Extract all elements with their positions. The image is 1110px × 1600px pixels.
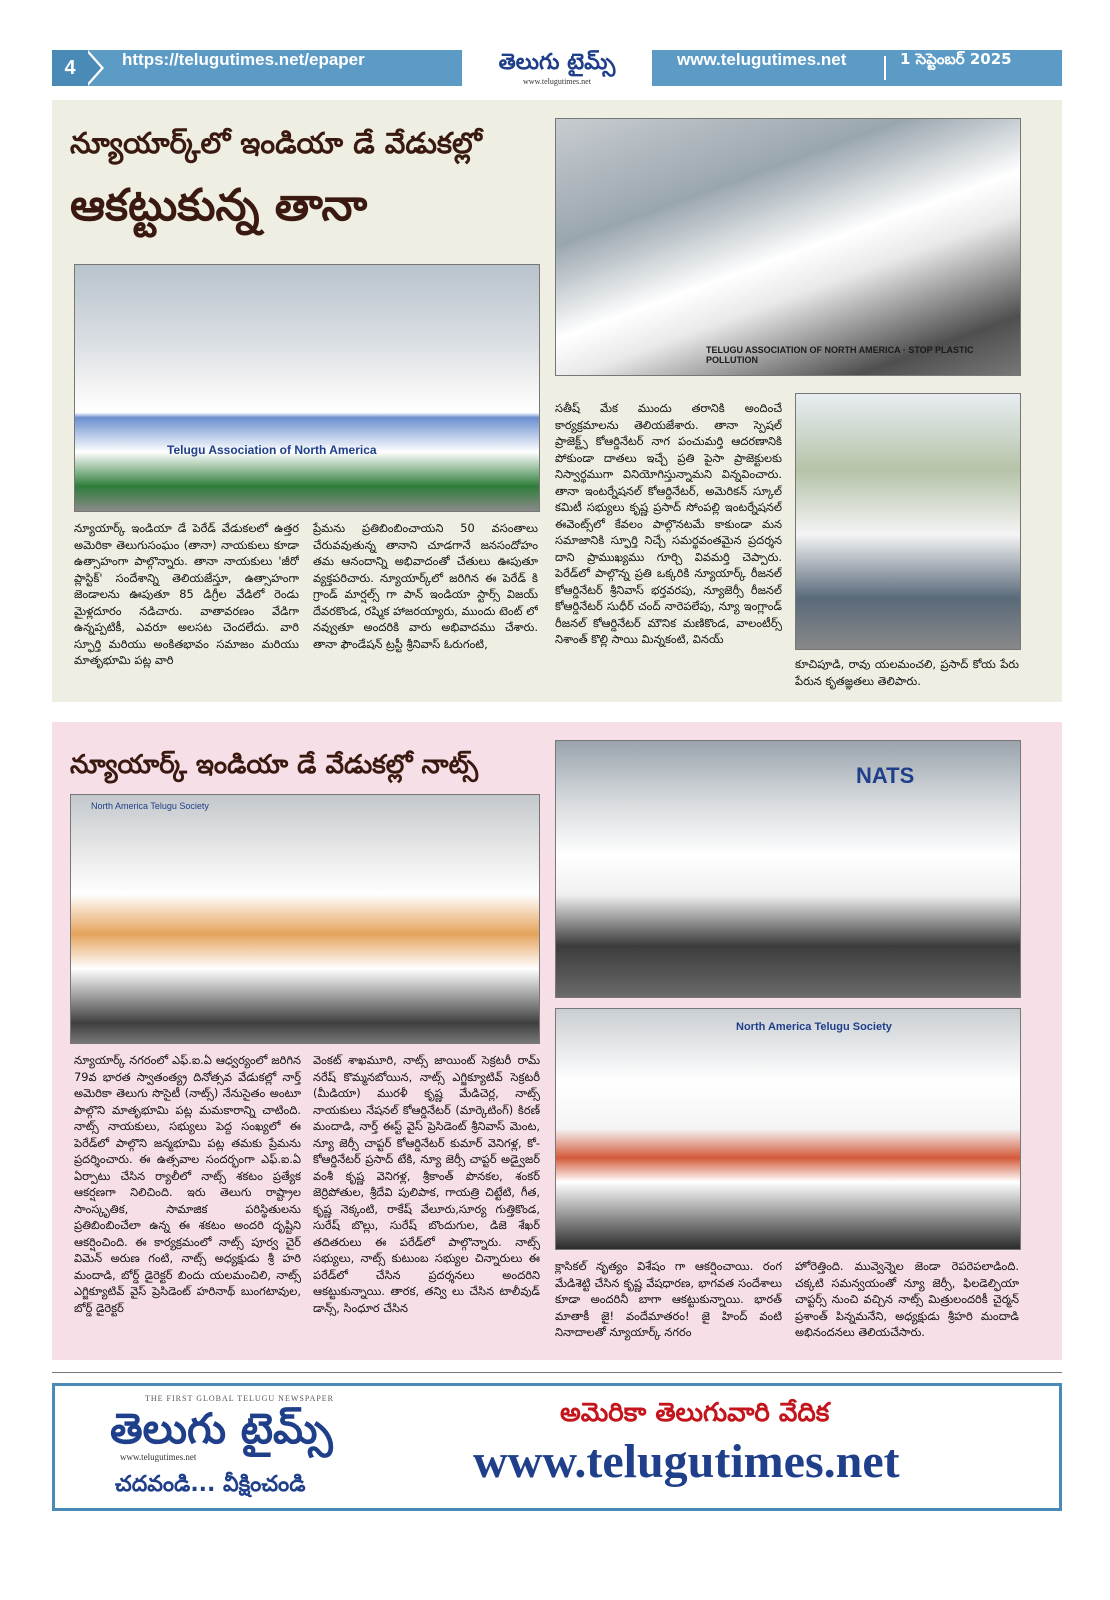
photo-nats-group	[70, 794, 540, 1044]
article-body: సతీష్ మేక ముందు తరానికి అందించే కార్యక్రమాలను తెలియజేశారు. తానా స్పెషల్ ప్రాజెక్ట్స్ కోఆర్డినేటర్ నాగ పంచుమర్తి ఆదరణానికి పోకుండా దాతలు ఇచ్చే ప్రతి పైసా ప్రాజెక్టులకు నిస్వార్థముగా వినియోగిస్తున్నామని విన్నవించారు. తానా ఇంటర్నేషనల్ కోఆర్డినేటర్, అమెరికన్ స్కూల్ కమిటీ సభ్యులు కృష్ణ ప్రసాద్ సోంపల్లి ఇంటర్నేషనల్ ఈవెంట్స్‌లో కేవలం పాల్గొనటమే కాకుండా మన సమాజానికి స్ఫూర్తి నిచ్చే సమర్థవంతమైన ప్రదర్శన దాని ప్రాముఖ్యము గూర్చి వివమర్తి చెప్పారు. పెరేడ్‌లో పాల్గొన్న ప్రతి ఒక్కరికి న్యూయార్క్ రీజనల్ కోఆర్డినేటర్ శ్రీనివాస్ భర్తవరపు, న్యూజెర్సీ రీజనల్ కోఆర్డినేటర్ సుధీర్ చంద్ నారెపలేపు, న్యూ ఇంగ్లాండ్ రీజనల్ కోఆర్డినేటర్ మౌనిక మణికొండ, వాలంటీర్స్ నిశాంత్ కొల్లి సాయి మిన్నకంటి, వినయ్	[555, 401, 782, 646]
issue-date: 1 సెప్టెంబర్ 2025	[900, 50, 1012, 68]
article-column-3	[555, 400, 782, 690]
page-header	[52, 50, 1062, 86]
footer-logo: తెలుగు టైమ్స్	[110, 1404, 333, 1453]
article-body: వెంకట్ శాఖమూరి, నాట్స్ జాయింట్ సెక్రటరీ రామ్ నరేష్ కొమ్మనబోయిన, నాట్స్ ఎగ్జిక్యూటివ్ సెక్రటరీ (మీడియా) మురళీ కృష్ణ మేడిచెర్ల, నాట్స్ నాయకులు నేషనల్ కోఆర్డినేటర్ (మార్కెటింగ్) కిరణ్ మందాడి, నార్త్ ఈస్ట్ వైస్ ప్రెసిడెంట్ శ్రీనివాస్ మెంట, న్యూ జెర్సీ చాప్టర్ కోఆర్డినేటర్ కుమార్ వెనిగళ్ల, కో- కోఆర్డినేటర్ ప్రసాద్ టేకి, న్యూ జెర్సీ చాప్టర్ అడ్వైజర్ వంశీ కృష్ణ వెనిగళ్ల, శ్రీకాంత్ పొనకల, శంకర్ జెర్రిపోతుల, శ్రీదేవి పులిపాక, గాయత్రి చిట్టేటి, గీత, కృష్ణ నెక్కంటి, రాకేష్ వేలూరు,సూర్య గుత్తికొండ, సురేష్ బొల్లు, సురేష్ బొందుగుల, డిజె శేఖర్ తదితరులు ఈ పరేడ్‌లో పాల్గొన్నారు. నాట్స్ సభ్యులు, నాట్స్ కుటుంబ సభ్యుల చిన్నారులు ఈ పరేడ్‌లో చేసిన ప్రదర్శనలు అందరిని ఆకట్టుకున్నాయి. తారక, తన్వి లు చేసిన టాలీవుడ్ డాన్స్, సింధూర చేసిన	[313, 1053, 540, 1315]
article-headline: న్యూయార్క్ ఇండియా డే వేడుకల్లో నాట్స్	[70, 750, 479, 780]
article-body: న్యూయార్క్ నగరంలో ఎఫ్.ఐ.ఏ ఆధ్వర్యంలో జరిగిన 79వ భారత స్వాతంత్య్ర దినోత్సవ వేడుకల్లో నార్త్ అమెరికా తెలుగు సొసైటీ (నాట్స్) నేనుసైతం అంటూ పాల్గొని మాతృభూమి పట్ల మమకారాన్ని చాటింది. నాట్స్ నాయకులు, సభ్యులు పెద్ద సంఖ్యలో ఈ పెరేడ్‌లో పాల్గొని జన్మభూమి పట్ల తమకు ప్రేమను ప్రదర్శించారు. ఈ ఉత్సవాల సందర్భంగా ఎఫ్.ఐ.ఏ ఏర్పాటు చేసిన ర్యాలీలో నాట్స్ శకటం ప్రత్యేక ఆకర్షణగా నిలిచింది. ఇరు తెలుగు రాష్ట్రాల సాంస్కృతిక, సామాజిక పరిస్థితులను ప్రతిబింబించేలా ఉన్న ఈ శకటం అందరి దృష్టిని ఆకర్షించింది. ఈ కార్యక్రమంలో నాట్స్ పూర్వ చైర్ విమెన్ అరుణ గంటి, నాట్స్ అధ్యక్షుడు శ్రీ హరి మందాడి, బోర్డ్ డైరెక్టర్ బిందు యలమంచిలి, నాట్స్ ఎగ్జిక్యూటివ్ వైస్ ప్రెసిడెంట్ హరినాథ్ బుంగటావుల, బోర్డ్ డైరెక్టర్	[74, 1053, 301, 1315]
photo-banner-text: North America Telugu Society	[91, 801, 209, 811]
article-headline-line1: న్యూయార్క్‌లో ఇండియా డే వేడుకల్లో	[70, 126, 482, 160]
photo-banner-text: NATS	[856, 763, 915, 788]
article-column-4	[795, 1258, 1019, 1354]
article-body: హోరెత్తింది. మువ్వెన్నెల జెండా రెపరెపలాడింది. చక్కటి సమన్వయంతో న్యూ జెర్సీ, ఫిలడెల్ఫియా చాప్టర్స్ నుంచి వచ్చిన నాట్స్ మిత్రులందరికీ చైర్మన్ ప్రశాంత్ పిన్నమనేని, అధ్యక్షుడు శ్రీహరి మందాడి అభినందనలు తెలియచేసారు.	[795, 1259, 1019, 1339]
article-body: న్యూయార్క్ ఇండియా డే పెరేడ్ వేడుకలలో ఉత్తర అమెరికా తెలుగుసంఘం (తానా) నాయకులు కూడా ఉత్సాహంగా పాల్గొన్నారు. తానా నాయకులు 'జీరో ప్లాస్టిక్' సందేశాన్ని తెలియజేస్తూ, ఉత్సాహంగా జెండాలను ఊపుతూ 85 డిగ్రీల వేడిలో రెండు మైళ్లదూరం నడిచారు. వాతావరణం వేడిగా ఉన్నప్పటికీ, ఎవరూ అలసట చెందలేదు. వారి స్ఫూర్తి మరియు అంకితభావం సమాజం మరియు మాతృభూమి పట్ల వారి	[74, 521, 299, 667]
article-tana	[52, 100, 1062, 702]
page-number: 4	[52, 50, 88, 86]
photo-banner-text: North America Telugu Society	[736, 1021, 892, 1033]
footer-advertisement	[52, 1383, 1062, 1511]
footer-read-watch: చదవండి... వీక్షించండి	[115, 1472, 306, 1497]
photo-banner-text: Telugu Association of North America	[167, 443, 377, 457]
photo-nats-marchers	[555, 740, 1021, 998]
logo-text: తెలుగు టైమ్స్	[498, 50, 616, 75]
article-column-2	[313, 1052, 540, 1354]
footer-divider	[52, 1372, 1062, 1373]
article-body: క్లాసికల్ నృత్యం విశేషం గా ఆకర్షించాయి. రంగ మేడిశెట్టి చేసిన కృష్ణ వేషధారణ, భాగవత సందేశాలు కూడా అందరినీ బాగా ఆకట్టుకున్నాయి. భారత్ మాతాకీ జై! వందేమాతరం! జై హింద్ వంటి నినాదాలతో న్యూయార్క్ నగరం	[555, 1259, 782, 1339]
header-divider	[884, 56, 886, 80]
footer-logo-site: www.telugutimes.net	[120, 1452, 197, 1462]
logo-sub: www.telugutimes.net	[523, 77, 591, 86]
footer-tagline: THE FIRST GLOBAL TELUGU NEWSPAPER	[145, 1394, 335, 1403]
article-column-1	[74, 520, 299, 690]
site-link[interactable]: www.telugutimes.net	[677, 50, 847, 69]
chevron-right-icon	[85, 50, 101, 86]
photo-tana-street	[795, 393, 1021, 650]
article-nats	[52, 722, 1062, 1360]
photo-sign-text: TELUGU ASSOCIATION OF NORTH AMERICA · STOP PLASTIC POLLUTION	[706, 345, 974, 365]
epaper-link[interactable]: https://telugutimes.net/epaper	[122, 50, 365, 69]
article-headline-line2: ఆకట్టుకున్న తానా	[70, 180, 368, 231]
article-body: ప్రేమను ప్రతిబింబించాయని 50 వసంతాలు చేరువవుతున్న తానాని చూడగానే జనసందోహం తమ ఆనందాన్ని అభివాదంతో చేతులు ఊపుతూ వ్యక్తపరిచారు. న్యూయార్క్‌లో జరిగిన ఈ పెరేడ్ కి గ్రాండ్ మార్షల్స్ గా పాన్ ఇండియా స్టార్స్ విజయ్ దేవరకొండ, రష్మిక హాజరయ్యారు, ముందు టెంట్ లో నవ్వుతూ అందరికి వారు అభివాదము చేశారు. తానా ఫౌండేషన్ ట్రస్టీ శ్రీనివాస్ ఓరుగంటి,	[313, 521, 538, 651]
article-column-1	[74, 1052, 301, 1354]
footer-website-link[interactable]: www.telugutimes.net	[473, 1435, 900, 1488]
article-body: కూచిపూడి, రావు యలమంచలి, ప్రసాద్ కోయ పేరు పేరున కృతజ్ఞతలు తెలిపారు.	[795, 657, 1019, 688]
article-column-4	[795, 656, 1019, 692]
photo-tana-parade	[74, 264, 540, 512]
article-column-2	[313, 520, 538, 690]
masthead-logo	[462, 48, 652, 88]
photo-tana-stop-plastic	[555, 118, 1021, 376]
article-column-3	[555, 1258, 782, 1354]
footer-vedika: అమెరికా తెలుగువారి వేదిక	[560, 1398, 830, 1428]
photo-nats-flags	[555, 1008, 1021, 1250]
